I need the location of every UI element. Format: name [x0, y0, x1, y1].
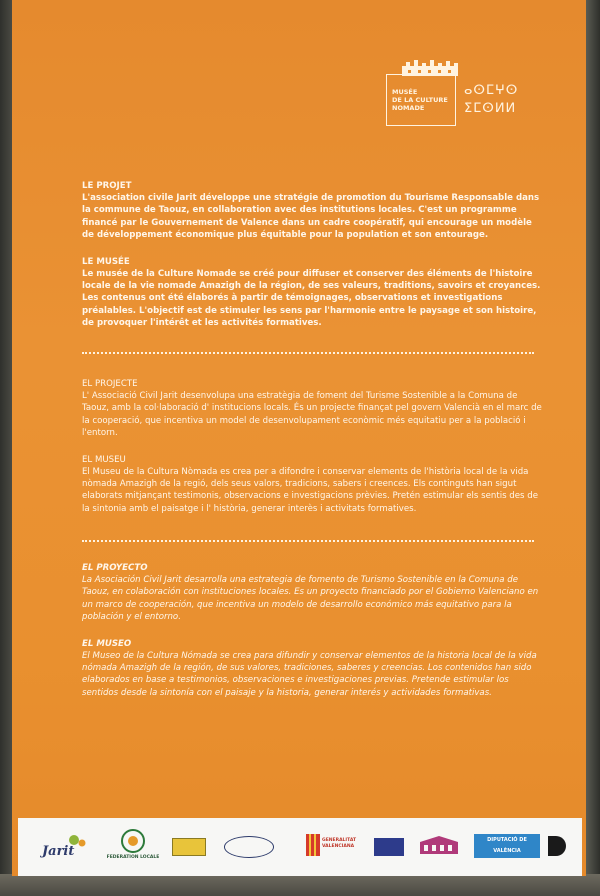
partner-building-logo [418, 834, 460, 858]
wall-right [586, 0, 600, 896]
divider-2 [82, 540, 534, 542]
generalitat-flag-icon [306, 834, 320, 856]
jarit-name: Jarit [42, 844, 75, 859]
floor [0, 874, 600, 896]
logo-tifinagh-line1: ⴰⵙⵎⵖⵙ [464, 83, 519, 98]
building-icon [418, 834, 460, 858]
proyecto-text: La Asociación Civil Jarit desarrolla una estrategia de fomento de Turismo Sostenible en la Comuna de Taouz, en colaboración con instituciones locales. Es un proyecto financiado por el Gobierno Valenciano en un marco de cooperación, que incentiva un modelo de desarrollo económico más equitativo para la población y el entorno. [82, 575, 539, 623]
partner-d-logo [548, 836, 566, 856]
logo-text-line1: MUSÉE [392, 88, 418, 96]
museum-logo [386, 60, 536, 126]
federation-logo [104, 828, 162, 870]
spanish-section [82, 562, 542, 699]
catalan-section [82, 378, 542, 515]
museu-text: El Museu de la Cultura Nòmada es crea per a difondre i conservar elements de l'història local de la vida nòmada Amazigh de la regió, dels seus valors, tradicions, sabers i creences. Els continguts han sigut elaborats mitjançant testimonis, observacions e investigacions prèvies. Pretén estimular els sentis des de la sintonia amb el paisatge i l' història, generar interès i activitats formatives. [82, 466, 538, 514]
projet-title: LE PROJET [82, 181, 132, 191]
sponsors-strip [18, 818, 582, 876]
proyecto-title: EL PROYECTO [82, 563, 148, 573]
logo-text [392, 88, 454, 112]
museum-banner [12, 0, 586, 876]
generalitat-name: GENERALITAT VALENCIANA [322, 838, 357, 849]
logo-tifinagh-line2: ⵉⵎⵙⵍⵍ [464, 101, 517, 116]
projecte-title: EL PROJECTE [82, 379, 138, 389]
museo-text: El Museo de la Cultura Nómada se crea para difundir y conservar elementos de la historia local de la vida nómada Amazigh de la región, de sus valores, tradiciones, saberes y creencias. Los contenidos han sido elaborados en base a testimonios, observaciones e investigaciones previas. Pretende estimular los sentidos desde la sintonía con el paisaje y la historia, generar interés y actividades formativas. [82, 650, 537, 698]
generalitat-logo [300, 826, 357, 866]
federation-name: FEDERATION LOCALE [106, 855, 160, 860]
jarit-logo [38, 832, 94, 864]
musee-title: LE MUSÉE [82, 256, 130, 267]
logo-tifinagh [464, 82, 534, 118]
wall-left [0, 0, 12, 896]
divider-1 [82, 352, 534, 354]
museu-title: EL MUSEU [82, 454, 126, 465]
french-section [82, 180, 542, 330]
musee-text: Le musée de la Culture Nomade se créé pour diffuser et conserver des éléments de l'histoire locale de la vie nomade Amazigh de la région, de ses valeurs, traditions, savoirs et croyances. Les contenus ont été élaborés à partir de témoignages, observations et investigations préalables. L'objectif est de stimuler les sens par l'harmonie entre le paysage et son histoire, de provoquer l'intérêt et les activités formatives. [82, 268, 541, 329]
diputacio-logo: DIPUTACIÓ DE VALÈNCIA [474, 834, 540, 858]
projecte-text: L' Associació Civil Jarit desenvolupa una estratègia de foment del Turisme Sostenible a la Comuna de Taouz, amb la col·laboració d' institucions locals. És un projecte finançat pel govern Valencià en el marc de la cooperació, que incentiva un model de desenvolupament econòmic més equitatiu per a la població i l'entorn. [82, 391, 542, 439]
museo-title: EL MUSEO [82, 638, 132, 649]
federation-emblem-icon [104, 828, 162, 854]
projet-text: L'association civile Jarit développe une stratégie de promotion du Tourisme Responsable dans la commune de Taouz, en collaboration avec des institutions locales. C'est un programme financé par le Gouvernement de Valence dans un cadre coopératif, qui encourage un modèle de développement économique plus équitable pour la population et son entourage. [82, 193, 540, 241]
logo-text-line3: NOMADE [392, 104, 425, 112]
partner-sign-yellow [172, 838, 206, 856]
association-logo [224, 836, 274, 858]
logo-text-line2: DE LA CULTURE [392, 96, 448, 104]
partner-sign-blue [374, 838, 404, 856]
